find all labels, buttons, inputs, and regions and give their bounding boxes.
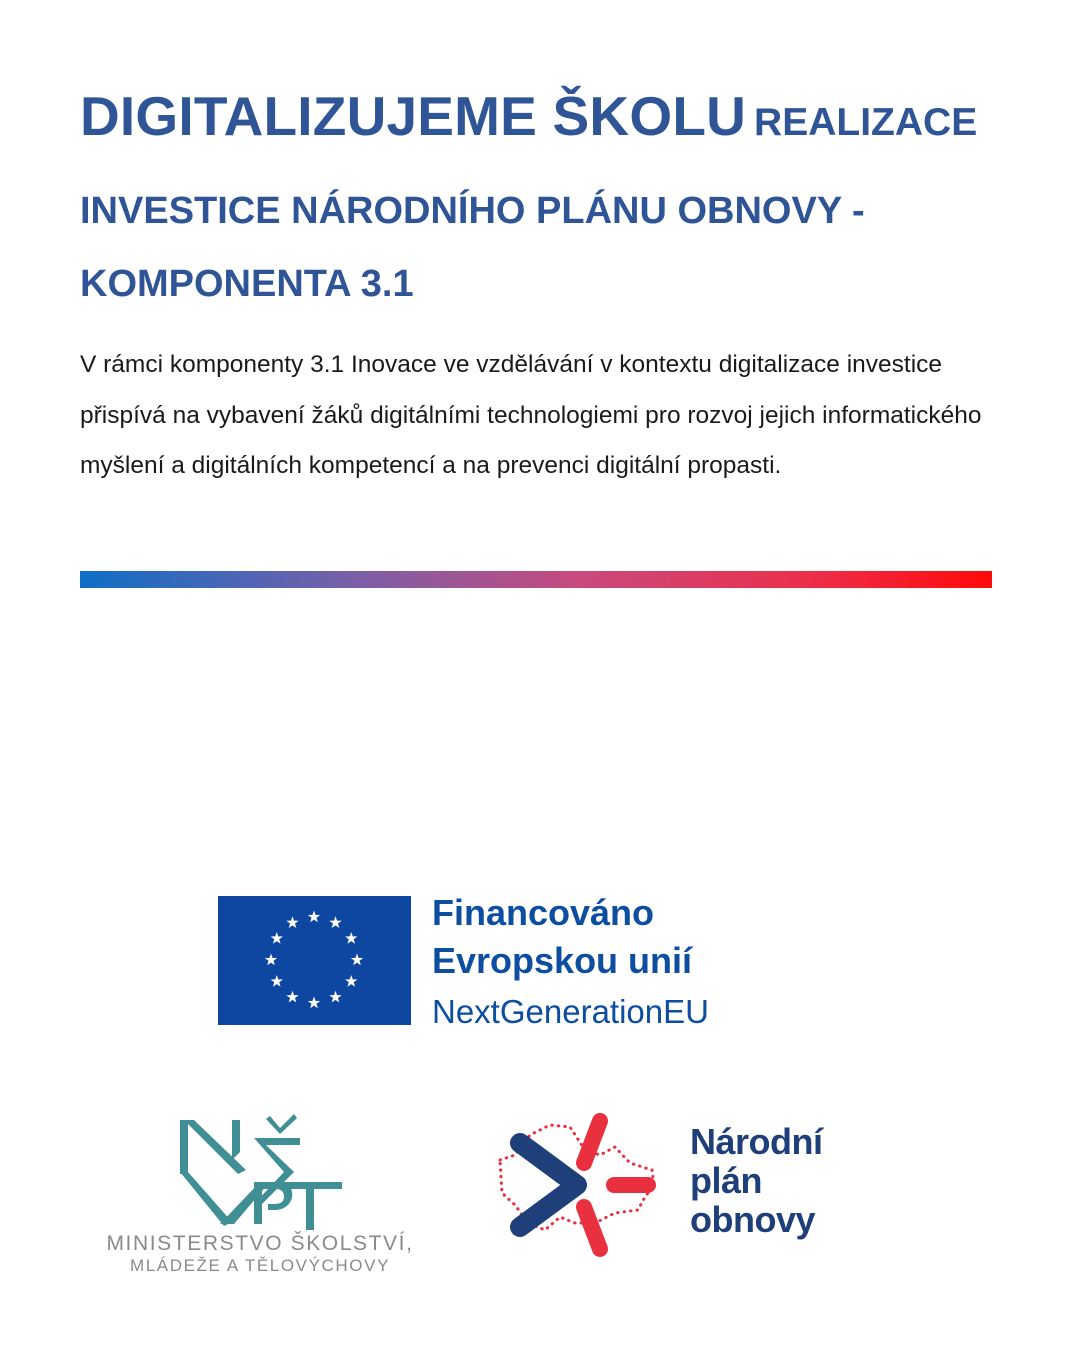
gradient-divider — [80, 571, 992, 588]
msmt-line-1: MINISTERSTVO ŠKOLSTVÍ, — [106, 1232, 414, 1255]
eu-star-icon — [329, 991, 341, 1003]
eu-star-icon — [286, 916, 298, 928]
msmt-ministry-name — [90, 1232, 430, 1276]
npo-symbol-logo — [490, 1105, 660, 1265]
eu-star-icon — [265, 954, 277, 966]
eu-line-2: Evropskou unií — [432, 940, 693, 981]
eu-star-icon — [308, 997, 320, 1009]
eu-flag-icon — [218, 896, 411, 1025]
npo-line-1: Národní — [690, 1121, 823, 1162]
title-suffix: REALIZACE — [754, 101, 978, 144]
page-subtitle — [80, 175, 1020, 321]
eu-stars — [218, 896, 411, 1025]
subtitle-line-1: INVESTICE NÁRODNÍHO PLÁNU OBNOVY - — [80, 190, 865, 232]
npo-text — [690, 1122, 823, 1239]
subtitle-line-2: KOMPONENTA 3.1 — [80, 263, 414, 305]
eu-star-icon — [345, 932, 357, 944]
eu-star-icon — [345, 975, 357, 987]
title-main: DIGITALIZUJEME ŠKOLU — [80, 85, 747, 147]
eu-star-icon — [308, 911, 320, 923]
eu-star-icon — [286, 991, 298, 1003]
eu-star-icon — [329, 916, 341, 928]
msmt-line-2: MLÁDEŽE A TĚLOVÝCHOVY — [129, 1256, 391, 1275]
eu-star-icon — [271, 975, 283, 987]
eu-star-icon — [271, 932, 283, 944]
eu-star-icon — [351, 954, 363, 966]
msmt-monogram-logo — [176, 1112, 346, 1230]
eu-funding-text — [432, 889, 709, 1039]
eu-line-1: Financováno — [432, 892, 655, 933]
page-title — [80, 84, 977, 163]
npo-line-3: obnovy — [690, 1199, 816, 1240]
npo-line-2: plán — [690, 1160, 763, 1201]
eu-line-3: NextGenerationEU — [432, 993, 709, 1030]
body-paragraph: V rámci komponenty 3.1 Inovace ve vzdělávání v kontextu digitalizace investice přispívá na vybavení žáků digitálními technologiemi pro rozvoj jejich informatického myšlení a digitálních kompetencí a na prevenci digitální propasti. — [80, 351, 982, 479]
